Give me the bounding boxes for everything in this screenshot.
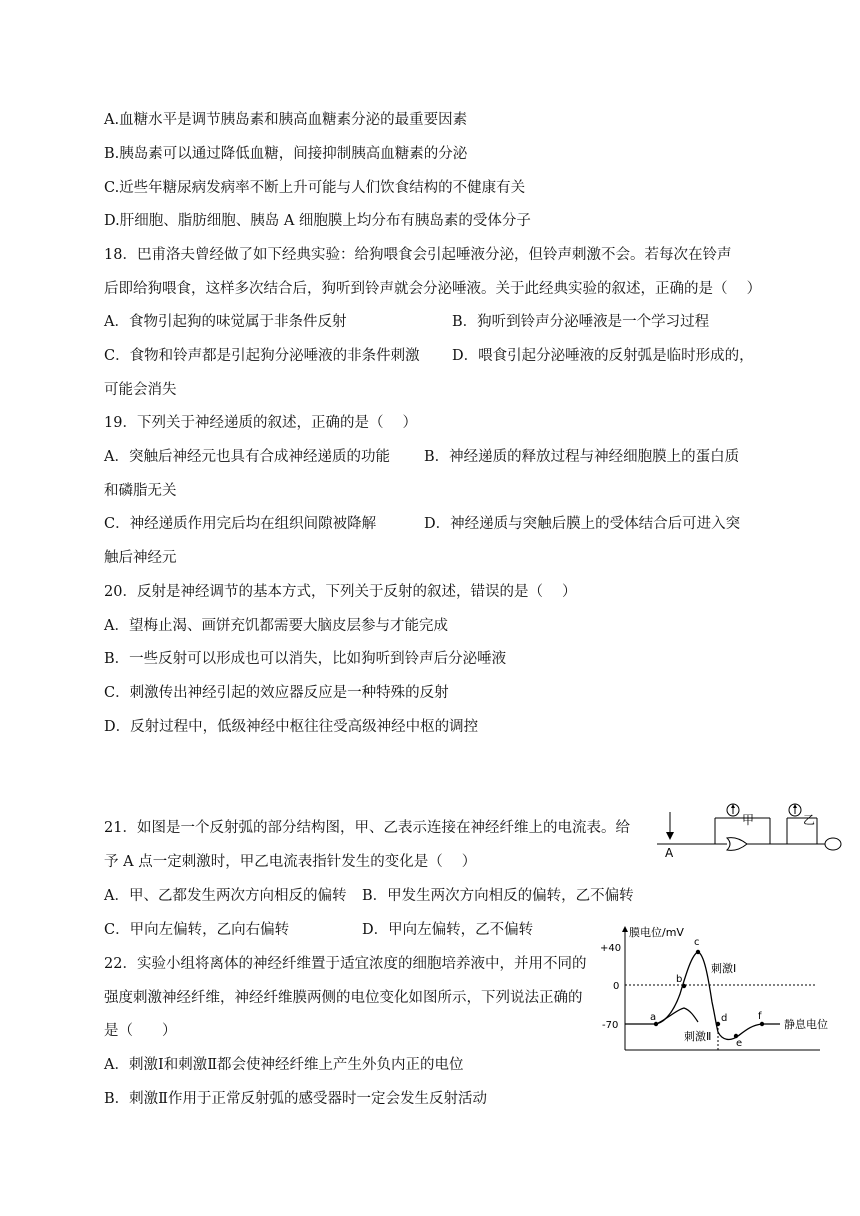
q21-stem-line1: 21．如图是一个反射弧的部分结构图，甲、乙表示连接在神经纤维上的电流表。给 [104,820,630,836]
q18-stem-line1: 18．巴甫洛夫曾经做了如下经典实验：给狗喂食会引起唾液分泌，但铃声刺激不会。若每次在铃声 [104,247,732,263]
tick-minus70: -70 [602,1020,619,1031]
tick-plus40: +40 [600,943,622,954]
meter1-label: 甲 [742,813,755,827]
resting-potential-label: 静息电位 [784,1018,828,1031]
q18-option-b: B．狗听到铃声分泌唾液是一个学习过程 [452,314,710,330]
point-a-label: A [665,846,674,860]
q21-stem-line2: 予 A 点一定刺激时，甲乙电流表指针发生的变化是（ ） [104,854,477,870]
q17-option-d: D.肝细胞、脂肪细胞、胰岛 A 细胞膜上均分布有胰岛素的受体分子 [104,213,531,229]
q21-option-d: D．甲向左偏转，乙不偏转 [362,922,534,938]
stim1-curve [625,952,780,1039]
point-f-label: f [758,1011,762,1022]
q22-option-a: A．刺激Ⅰ和刺激Ⅱ都会使神经纤维上产生外负内正的电位 [104,1057,464,1073]
point-b [682,984,686,988]
q17-option-b: B.胰岛素可以通过降低血糖，间接抑制胰高血糖素的分泌 [104,146,468,162]
point-b-label: b [676,974,683,985]
q17-option-a: A.血糖水平是调节胰岛素和胰高血糖素分泌的最重要因素 [104,112,468,128]
q17-option-c: C.近些年糖尿病发病率不断上升可能与人们饮食结构的不健康有关 [104,180,526,196]
q21-option-a: A．甲、乙都发生两次方向相反的偏转 [104,888,347,904]
q21-option-b: B．甲发生两次方向相反的偏转，乙不偏转 [362,888,634,904]
point-e-label: e [736,1038,743,1049]
q18-stem-line2: 后即给狗喂食，这样多次结合后，狗听到铃声就会分泌唾液。关于此经典实验的叙述，正确的是（ ） [104,281,762,297]
point-f [760,1022,764,1026]
point-d [716,1022,720,1026]
q21-reflex-arc-figure [655,800,845,862]
q18-option-a: A．食物引起狗的味觉属于非条件反射 [104,314,347,330]
q19-option-c: C．神经递质作用完后均在组织间隙被降解 [104,516,377,532]
q18-option-d: D．喂食引起分泌唾液的反射弧是临时形成的， [452,348,754,364]
point-a-label: a [650,1012,657,1023]
q19-option-d: D．神经递质与突触后膜上的受体结合后可进入突 [424,516,741,532]
q22-option-b: B．刺激Ⅱ作用于正常反射弧的感受器时一定会发生反射活动 [104,1091,488,1107]
q20-option-c: C．刺激传出神经引起的效应器反应是一种特殊的反射 [104,685,449,701]
point-c [696,950,700,954]
stimulus-arrowhead [666,832,674,840]
synapse-shape [727,838,747,851]
q22-membrane-potential-figure [596,924,836,1056]
stim2-label: 刺激Ⅱ [684,1030,712,1043]
q18-option-d-cont: 可能会消失 [104,382,177,398]
terminal-ellipse [825,838,841,850]
q20-stem: 20．反射是神经调节的基本方式，下列关于反射的叙述，错误的是（ ） [104,584,577,600]
meter2-label: 乙 [803,813,816,827]
q18-option-c: C．食物和铃声都是引起狗分泌唾液的非条件刺激 [104,348,420,364]
tick-zero: 0 [613,981,620,992]
q21-option-c: C．甲向左偏转，乙向右偏转 [104,922,290,938]
q19-option-d-cont: 触后神经元 [104,550,177,566]
point-c-label: c [694,937,700,948]
q19-stem: 19．下列关于神经递质的叙述，正确的是（ ） [104,415,418,431]
q20-option-d: D．反射过程中，低级神经中枢往往受高级神经中枢的调控 [104,719,479,735]
q19-option-a: A．突触后神经元也具有合成神经递质的功能 [104,449,390,465]
q22-stem-line3: 是（ ） [104,1023,177,1039]
q22-stem-line2: 强度刺激神经纤维，神经纤维膜两侧的电位变化如图所示，下列说法正确的 [104,990,583,1006]
q22-stem-line1: 22．实验小组将离体的神经纤维置于适宜浓度的细胞培养液中，并用不同的 [104,956,587,972]
q20-option-b: B．一些反射可以形成也可以消失，比如狗听到铃声后分泌唾液 [104,651,507,667]
stim1-label: 刺激Ⅰ [711,962,737,975]
y-axis-label: 膜电位/mV [629,926,684,939]
point-d-label: d [721,1013,728,1024]
q19-option-b: B．神经递质的释放过程与神经细胞膜上的蛋白质 [424,449,740,465]
q20-option-a: A．望梅止渴、画饼充饥都需要大脑皮层参与才能完成 [104,618,448,634]
q19-option-b-cont: 和磷脂无关 [104,483,177,499]
